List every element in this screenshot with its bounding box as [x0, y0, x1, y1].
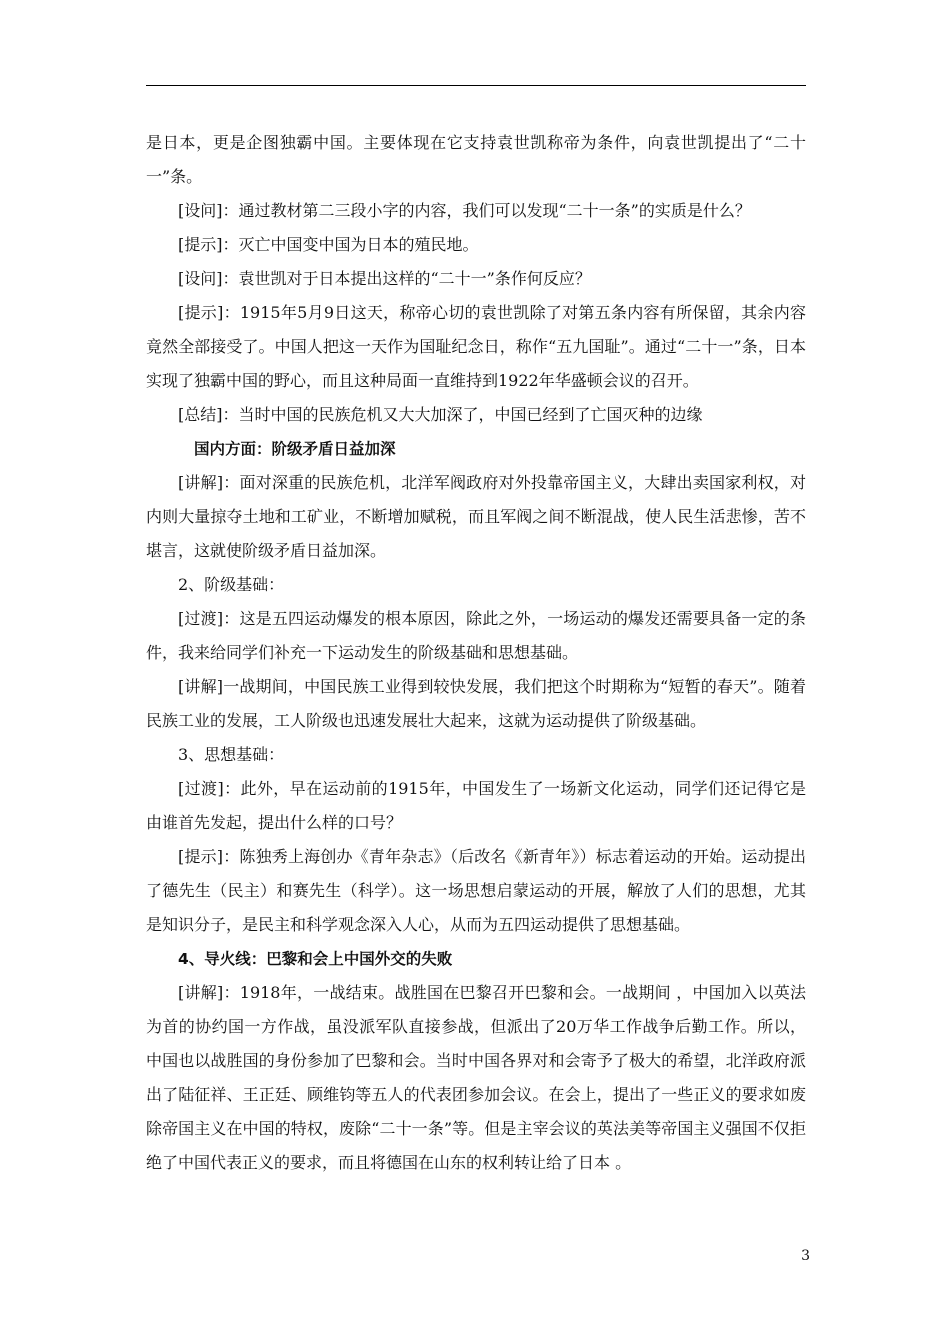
section-heading-domestic: 国内方面：阶级矛盾日益加深 [194, 440, 396, 458]
subheading-ideological-basis: 3、思想基础： [178, 745, 285, 764]
subheading-class-basis: 2、阶级基础： [178, 575, 285, 594]
lecture-class-conflict: [讲解]：面对深重的民族危机，北洋军阀政府对外投靠帝国主义，大肆出卖国家利权，对内则大量掠夺土地和工矿业，不断增加赋税，而且军阀之间不断混战，使人民生活悲惨，苦不堪言，这就使阶级矛盾日益加深。 [146, 473, 806, 560]
summary-crisis: [总结]：当时中国的民族危机又大大加深了，中国已经到了亡国灭种的边缘 [178, 405, 703, 424]
question-essence: [设问]：通过教材第二三段小字的内容，我们可以发现“二十一条”的实质是什么？ [178, 201, 751, 220]
document-body [146, 126, 806, 1180]
section-heading-fuse: 4、导火线：巴黎和会上中国外交的失败 [178, 950, 453, 968]
hint-new-youth: [提示]：陈独秀上海创办《青年杂志》（后改名《新青年》）标志着运动的开始。运动提出了德先生（民主）和赛先生（科学）。这一场思想启蒙运动的开展，解放了人们的思想，尤其是知识分子，是民主和科学观念深入人心，从而为五四运动提供了思想基础。 [146, 847, 806, 934]
lecture-national-industry: [讲解]一战期间，中国民族工业得到较快发展，我们把这个时期称为“短暂的春天”。随着民族工业的发展，工人阶级也迅速发展壮大起来，这就为运动提供了阶级基础。 [146, 677, 806, 730]
hint-may-ninth: [提示]：1915年5月9日这天，称帝心切的袁世凯除了对第五条内容有所保留，其余内容竟然全部接受了。中国人把这一天作为国耻纪念日，称作“五九国耻”。通过“二十一”条，日本实现了独霸中国的野心，而且这种局面一直维持到1922年华盛顿会议的召开。 [146, 303, 806, 390]
transition-new-culture: [过渡]：此外，早在运动前的1915年，中国发生了一场新文化运动，同学们还记得它是由谁首先发起，提出什么样的口号？ [146, 779, 806, 832]
header-rule [146, 85, 806, 86]
paragraph-continuation: 是日本，更是企图独霸中国。主要体现在它支持袁世凯称帝为条件，向袁世凯提出了“二十一”条。 [146, 133, 806, 186]
hint-colony: [提示]：灭亡中国变中国为日本的殖民地。 [178, 235, 479, 254]
transition-conditions: [过渡]：这是五四运动爆发的根本原因，除此之外，一场运动的爆发还需要具备一定的条件，我来给同学们补充一下运动发生的阶级基础和思想基础。 [146, 609, 806, 662]
page-number: 3 [801, 1248, 810, 1264]
lecture-paris-conference: [讲解]：1918年，一战结束。战胜国在巴黎召开巴黎和会。一战期间 ，中国加入以英法为首的协约国一方作战，虽没派军队直接参战，但派出了20万华工作战争后勤工作。所以，中国也以战胜国的身份参加了巴黎和会。当时中国各界对和会寄予了极大的希望，北洋政府派出了陆征祥、王正廷、顾维钧等五人的代表团参加会议。在会上，提出了一些正义的要求如废除帝国主义在中国的特权，废除“二十一条”等。但是主宰会议的英法美等帝国主义强国不仅拒绝了中国代表正义的要求，而且将德国在山东的权利转让给了日本 。 [146, 983, 806, 1172]
question-reaction: [设问]：袁世凯对于日本提出这样的“二十一”条作何反应？ [178, 269, 591, 288]
